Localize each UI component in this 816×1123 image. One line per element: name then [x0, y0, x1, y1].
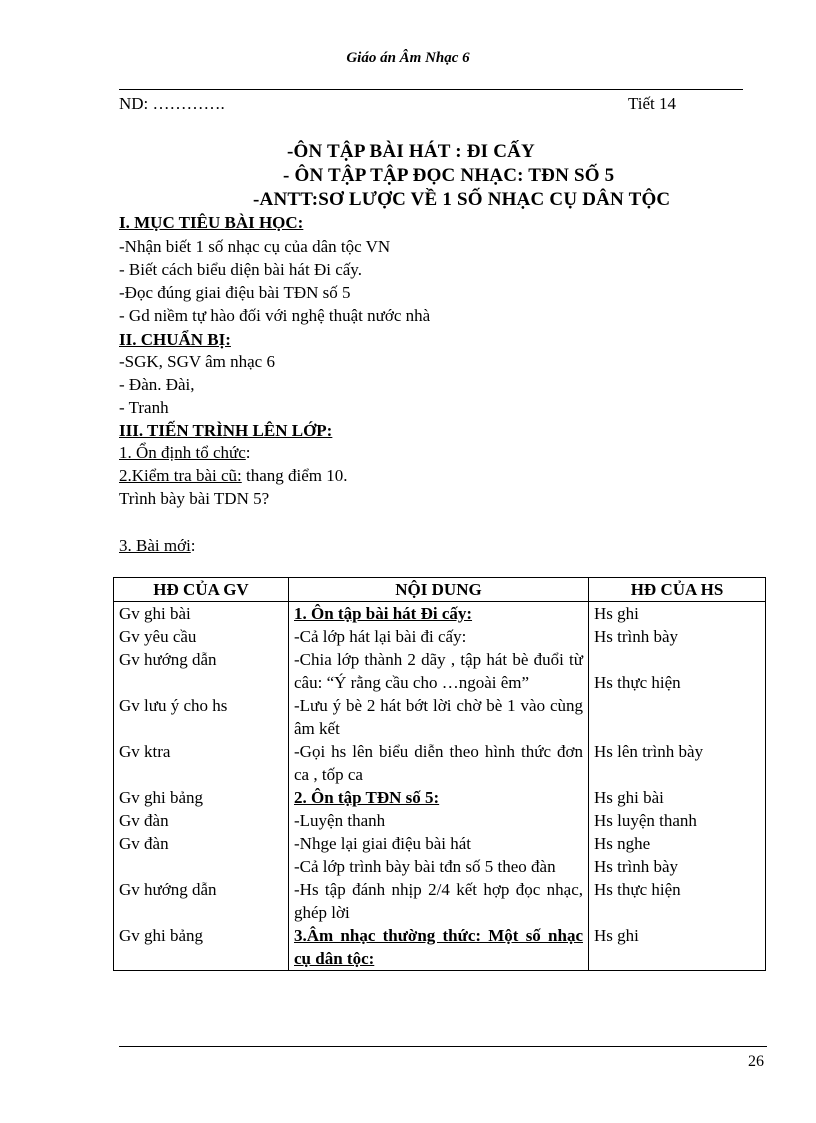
teacher-activity: Gv ghi bảng — [114, 786, 289, 809]
preparation-item: - Tranh — [119, 398, 169, 417]
teacher-activity: Gv ktra — [114, 740, 289, 786]
content-text: -Nhge lại giai điệu bài hát — [289, 832, 589, 855]
objective-item: -Nhận biết 1 số nhạc cụ của dân tộc VN — [119, 237, 391, 256]
teacher-activity — [114, 855, 289, 878]
table-row — [114, 740, 766, 786]
header-content: NỘI DUNG — [289, 578, 589, 602]
content-text: -Cả lớp trình bày bài tđn số 5 theo đàn — [289, 855, 589, 878]
procedure-step-3-label: 3. Bài mới — [119, 536, 191, 555]
content-text: -Hs tập đánh nhịp 2/4 kết hợp đọc nhạc, ghép lời — [289, 878, 589, 924]
content-heading: 3.Âm nhạc thường thức: Một số nhạc cụ dân tộc: — [289, 924, 589, 971]
student-activity — [589, 694, 766, 740]
student-activity: Hs trình bày — [589, 625, 766, 648]
student-activity: Hs ghi — [589, 602, 766, 626]
table-row — [114, 809, 766, 832]
lesson-title-1: -ÔN TẬP BÀI HÁT : ĐI CẤY — [287, 141, 535, 162]
lesson-title-2: - ÔN TẬP TẬP ĐỌC NHẠC: TĐN SỐ 5 — [283, 165, 615, 186]
procedure-step-2-label: 2.Kiểm tra bài cũ: — [119, 466, 242, 485]
footer-rule — [119, 1046, 767, 1047]
student-activity: Hs ghi bài — [589, 786, 766, 809]
procedure-step-1-label: 1. Ổn định tổ chức — [119, 443, 246, 462]
objective-item: - Gd niềm tự hào đối với nghệ thuật nước nhà — [119, 306, 431, 325]
student-activity: Hs lên trình bày — [589, 740, 766, 786]
table-row — [114, 648, 766, 694]
header-rule — [119, 89, 743, 90]
date-field: ND: …………. — [119, 94, 225, 113]
teacher-activity: Gv yêu cầu — [114, 625, 289, 648]
content-heading: 1. Ôn tập bài hát Đi cấy: — [289, 602, 589, 626]
procedure-step-2 — [119, 466, 348, 486]
table-row — [114, 924, 766, 971]
teacher-activity: Gv ghi bảng — [114, 924, 289, 971]
teacher-activity: Gv lưu ý cho hs — [114, 694, 289, 740]
teacher-activity: Gv hướng dẫn — [114, 878, 289, 924]
procedure-step-2-rest: thang điểm 10. — [241, 466, 348, 485]
table-row — [114, 832, 766, 855]
teacher-activity: Gv đàn — [114, 809, 289, 832]
table-row — [114, 694, 766, 740]
teacher-activity: Gv ghi bài — [114, 602, 289, 626]
table-row — [114, 602, 766, 626]
student-activity: Hs thực hiện — [589, 878, 766, 924]
student-activity: Hs nghe — [589, 832, 766, 855]
student-activity: Hs luyện thanh — [589, 809, 766, 832]
header-teacher-activity: HĐ CỦA GV — [114, 578, 289, 602]
student-activity: Hs trình bày — [589, 855, 766, 878]
preparation-item: - Đàn. Đài, — [119, 375, 195, 394]
header-student-activity: HĐ CỦA HS — [589, 578, 766, 602]
content-text: -Cả lớp hát lại bài đi cấy: — [289, 625, 589, 648]
page-number: 26 — [748, 1053, 764, 1070]
section-heading-objectives: I. MỤC TIÊU BÀI HỌC: — [119, 213, 304, 232]
procedure-step-3-colon: : — [190, 536, 196, 555]
lesson-number: Tiết 14 — [628, 94, 677, 113]
preparation-item: -SGK, SGV âm nhạc 6 — [119, 352, 275, 371]
content-text: -Lưu ý bè 2 hát bớt lời chờ bè 1 vào cùng âm kết — [289, 694, 589, 740]
teacher-activity: Gv hướng dẫn — [114, 648, 289, 694]
procedure-step-1 — [119, 443, 251, 463]
table-row — [114, 786, 766, 809]
teacher-activity: Gv đàn — [114, 832, 289, 855]
section-heading-procedure: III. TIẾN TRÌNH LÊN LỚP: — [119, 421, 333, 440]
procedure-step-1-colon: : — [245, 443, 251, 462]
objective-item: - Biết cách biểu diện bài hát Đi cấy. — [119, 260, 362, 279]
table-row — [114, 625, 766, 648]
procedure-step-3 — [119, 536, 196, 556]
student-activity: Hs thực hiện — [589, 648, 766, 694]
objective-item: -Đọc đúng giai điệu bài TĐN số 5 — [119, 283, 351, 302]
content-text: -Gọi hs lên biểu diễn theo hình thức đơn ca , tốp ca — [289, 740, 589, 786]
section-heading-preparation: II. CHUẨN BỊ: — [119, 330, 231, 349]
table-row — [114, 878, 766, 924]
student-activity: Hs ghi — [589, 924, 766, 971]
lesson-title-3: -ANTT:SƠ LƯỢC VỀ 1 SỐ NHẠC CỤ DÂN TỘC — [253, 189, 671, 210]
table-header-row — [114, 578, 766, 602]
activity-table — [113, 577, 766, 971]
procedure-step-2-question: Trình bày bài TDN 5? — [119, 489, 270, 508]
content-text: -Luyện thanh — [289, 809, 589, 832]
table-row — [114, 855, 766, 878]
running-header-title: Giáo án Âm Nhạc 6 — [346, 50, 470, 66]
content-text: -Chia lớp thành 2 dãy , tập hát bè đuổi từ câu: “Ý rằng cầu cho …ngoài êm” — [289, 648, 589, 694]
content-heading: 2. Ôn tập TĐN số 5: — [289, 786, 589, 809]
